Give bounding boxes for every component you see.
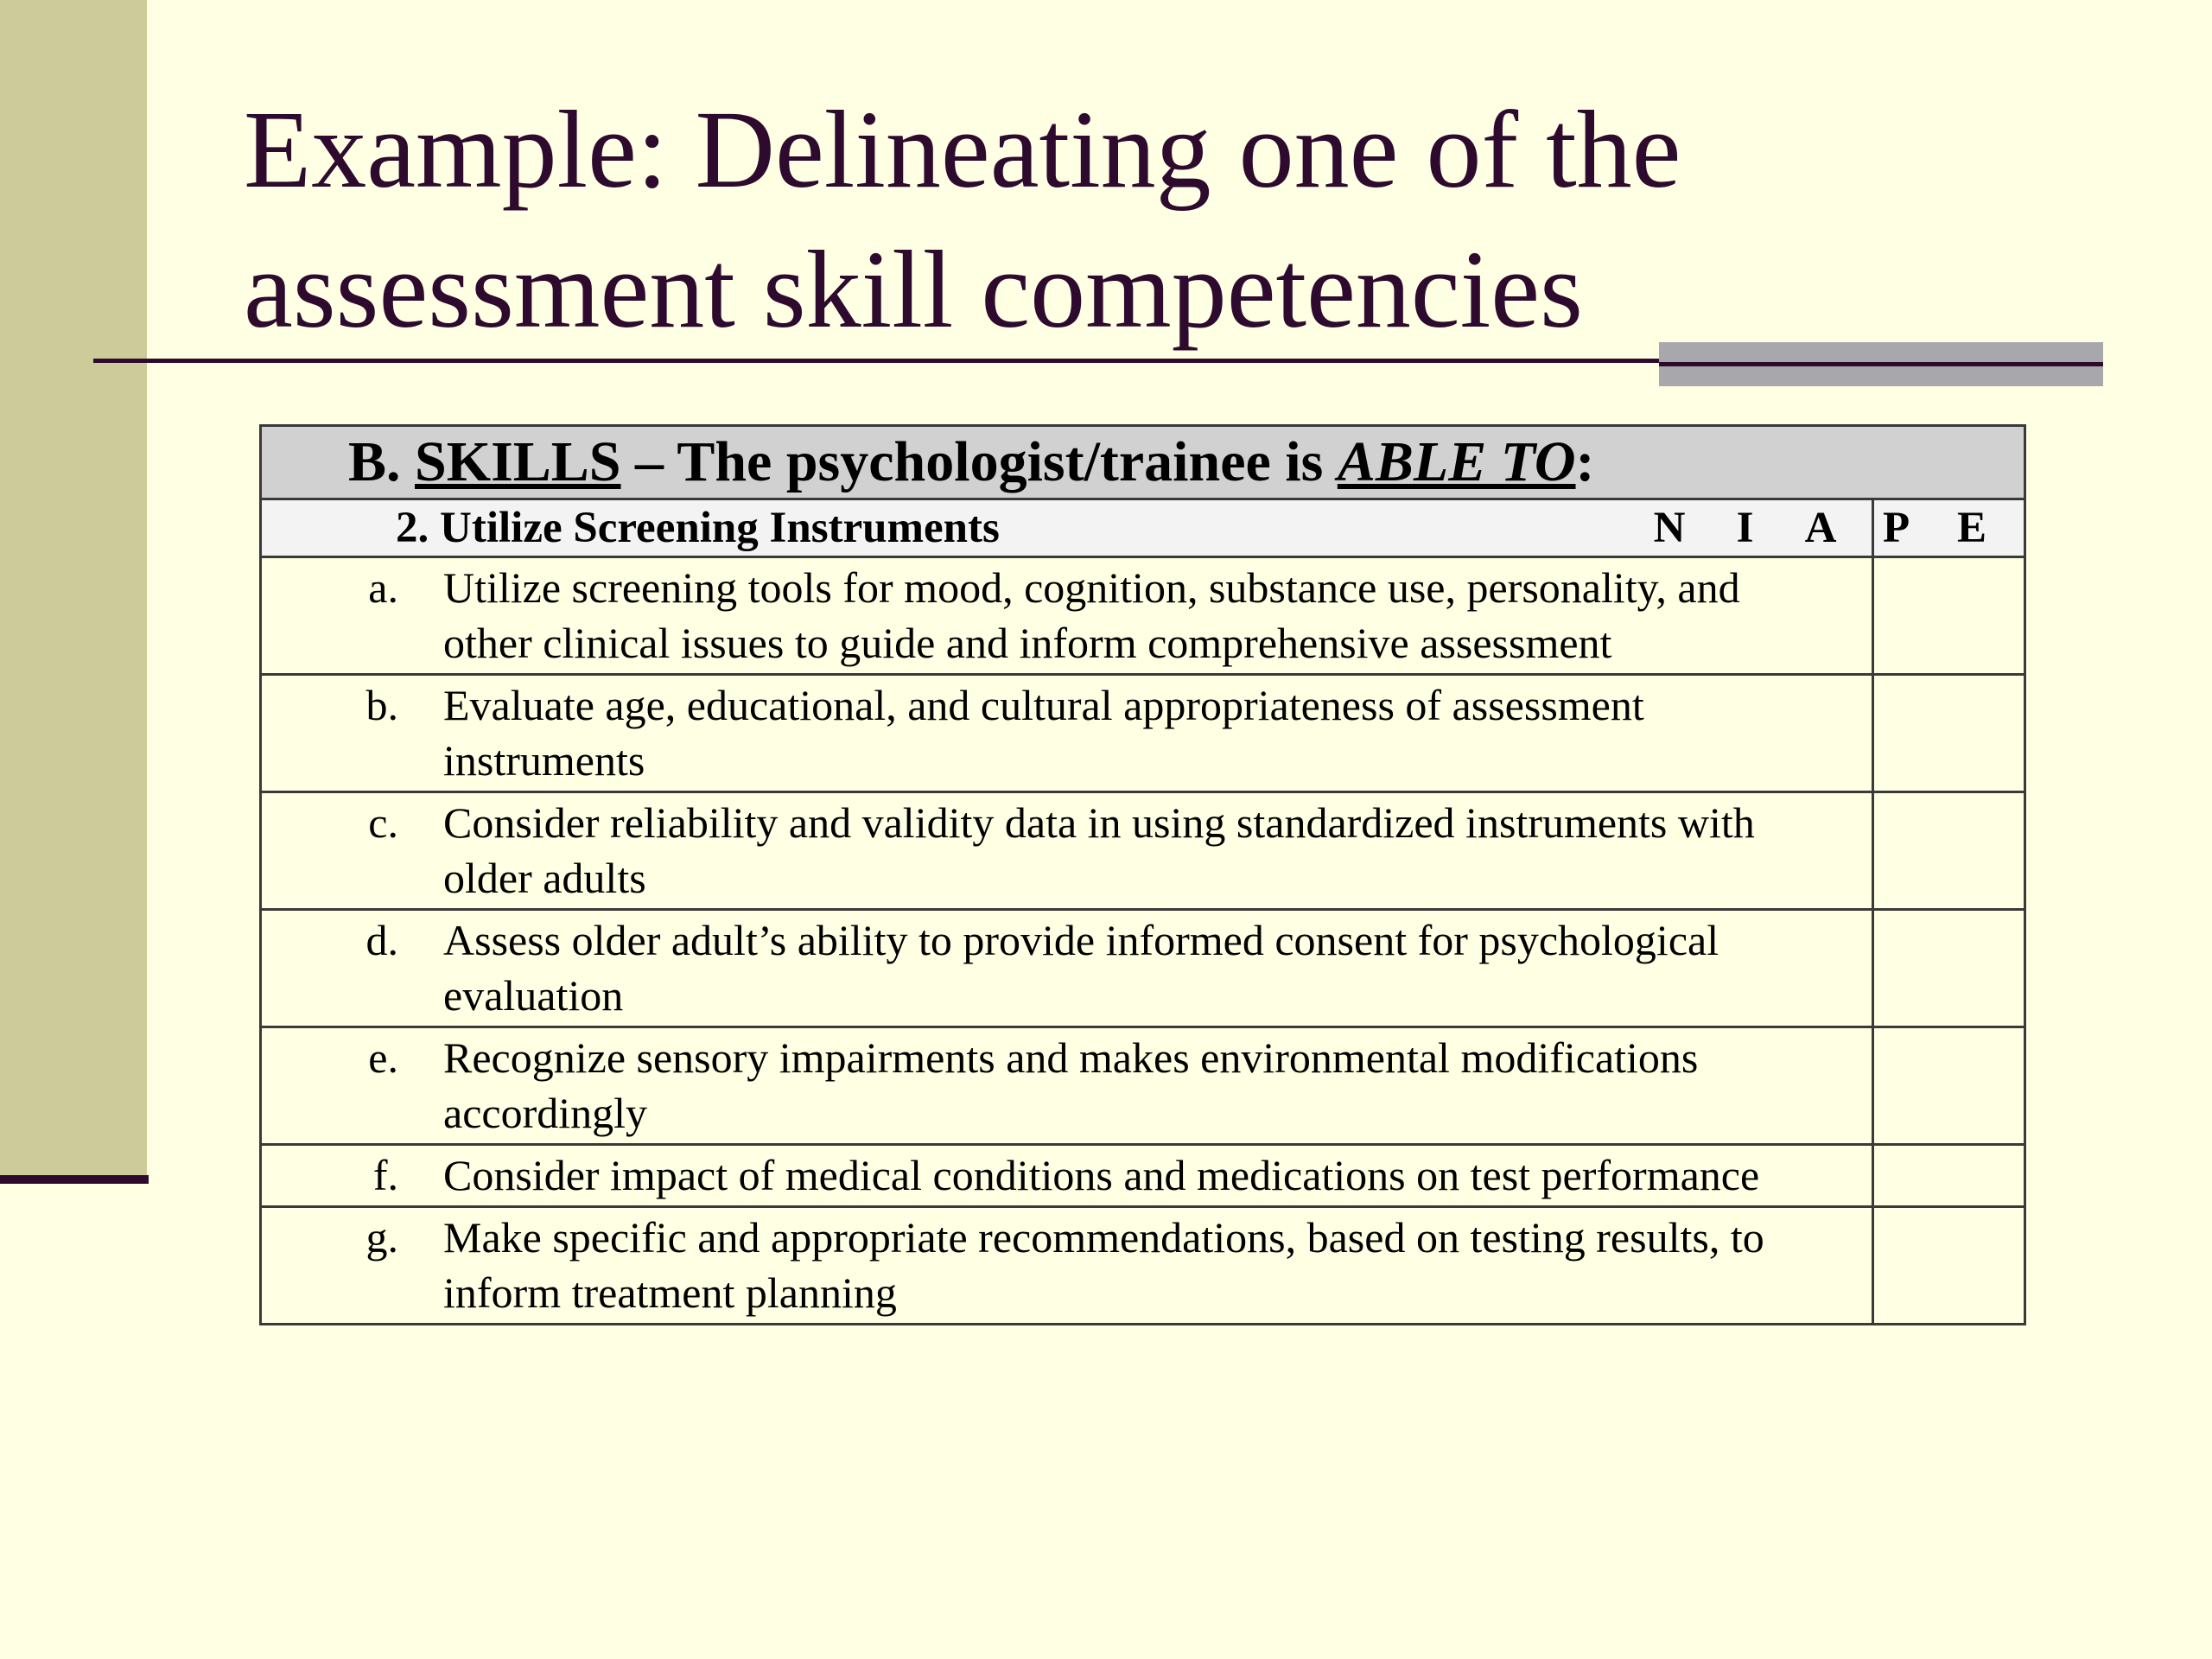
title-divider-overlay-line bbox=[1659, 362, 2103, 366]
item-cell bbox=[261, 1207, 1873, 1325]
left-bar-accent-line bbox=[0, 1175, 149, 1184]
item-letter: c. bbox=[368, 798, 398, 847]
able-to-label: ABLE TO bbox=[1337, 430, 1576, 493]
skills-label: SKILLS bbox=[415, 430, 621, 493]
rating-n: N bbox=[1653, 504, 1686, 552]
rating-cell bbox=[1873, 1027, 2025, 1145]
subsection-title: 2. Utilize Screening Instruments bbox=[261, 499, 1873, 557]
section-header: B. SKILLS – The psychologist/trainee is ABLE TO: bbox=[261, 426, 2025, 499]
item-text: Consider reliability and validity data in using standardized instruments with older adults bbox=[443, 798, 1755, 902]
item-cell bbox=[261, 1145, 1873, 1207]
item-text: Consider impact of medical conditions and medications on test performance bbox=[443, 1151, 1760, 1199]
rating-cell bbox=[1873, 910, 2025, 1027]
item-text: Utilize screening tools for mood, cognition, substance use, personality, and other clinical issues to guide and inform comprehensive assessment bbox=[443, 563, 1740, 667]
rating-cell bbox=[1873, 675, 2025, 792]
item-cell bbox=[261, 675, 1873, 792]
item-cell bbox=[261, 557, 1873, 675]
item-letter: e. bbox=[368, 1033, 398, 1082]
rating-cell bbox=[1873, 1207, 2025, 1325]
item-letter: f. bbox=[372, 1151, 398, 1199]
table-row bbox=[261, 910, 2025, 1027]
rating-i: I bbox=[1736, 504, 1754, 552]
table-row bbox=[261, 675, 2025, 792]
left-decorative-bar bbox=[0, 0, 147, 1177]
skills-table bbox=[259, 424, 2026, 1325]
item-cell bbox=[261, 910, 1873, 1027]
rating-cell bbox=[1873, 792, 2025, 910]
item-text: Assess older adult’s ability to provide informed consent for psychological evaluation bbox=[443, 916, 1719, 1020]
item-letter: g. bbox=[365, 1213, 398, 1262]
rating-cell bbox=[1873, 1145, 2025, 1207]
item-text: Recognize sensory impairments and makes environmental modifications accordingly bbox=[443, 1033, 1699, 1137]
table-row bbox=[261, 792, 2025, 910]
subsection-header-row bbox=[261, 499, 2025, 557]
table-row bbox=[261, 1207, 2025, 1325]
rating-scale-header bbox=[1653, 499, 2025, 557]
rating-cell bbox=[1873, 557, 2025, 675]
table-row bbox=[261, 1145, 2025, 1207]
item-letter: a. bbox=[368, 563, 398, 612]
rating-a: A bbox=[1804, 504, 1837, 552]
table-row bbox=[261, 1027, 2025, 1145]
rating-p: P bbox=[1882, 504, 1910, 552]
rating-e: E bbox=[1957, 504, 1987, 552]
item-text: Make specific and appropriate recommendations, based on testing results, to inform treatment planning bbox=[443, 1213, 1764, 1317]
title-line-1: Example: Delineating one of the bbox=[244, 88, 1681, 211]
title-line-2: assessment skill competencies bbox=[244, 228, 1583, 351]
item-letter: b. bbox=[365, 681, 398, 729]
table-row bbox=[261, 557, 2025, 675]
item-letter: d. bbox=[365, 916, 398, 964]
slide-title bbox=[244, 79, 1972, 359]
item-cell bbox=[261, 792, 1873, 910]
section-header-row bbox=[261, 426, 2025, 499]
item-cell bbox=[261, 1027, 1873, 1145]
item-text: Evaluate age, educational, and cultural appropriateness of assessment instruments bbox=[443, 681, 1644, 785]
